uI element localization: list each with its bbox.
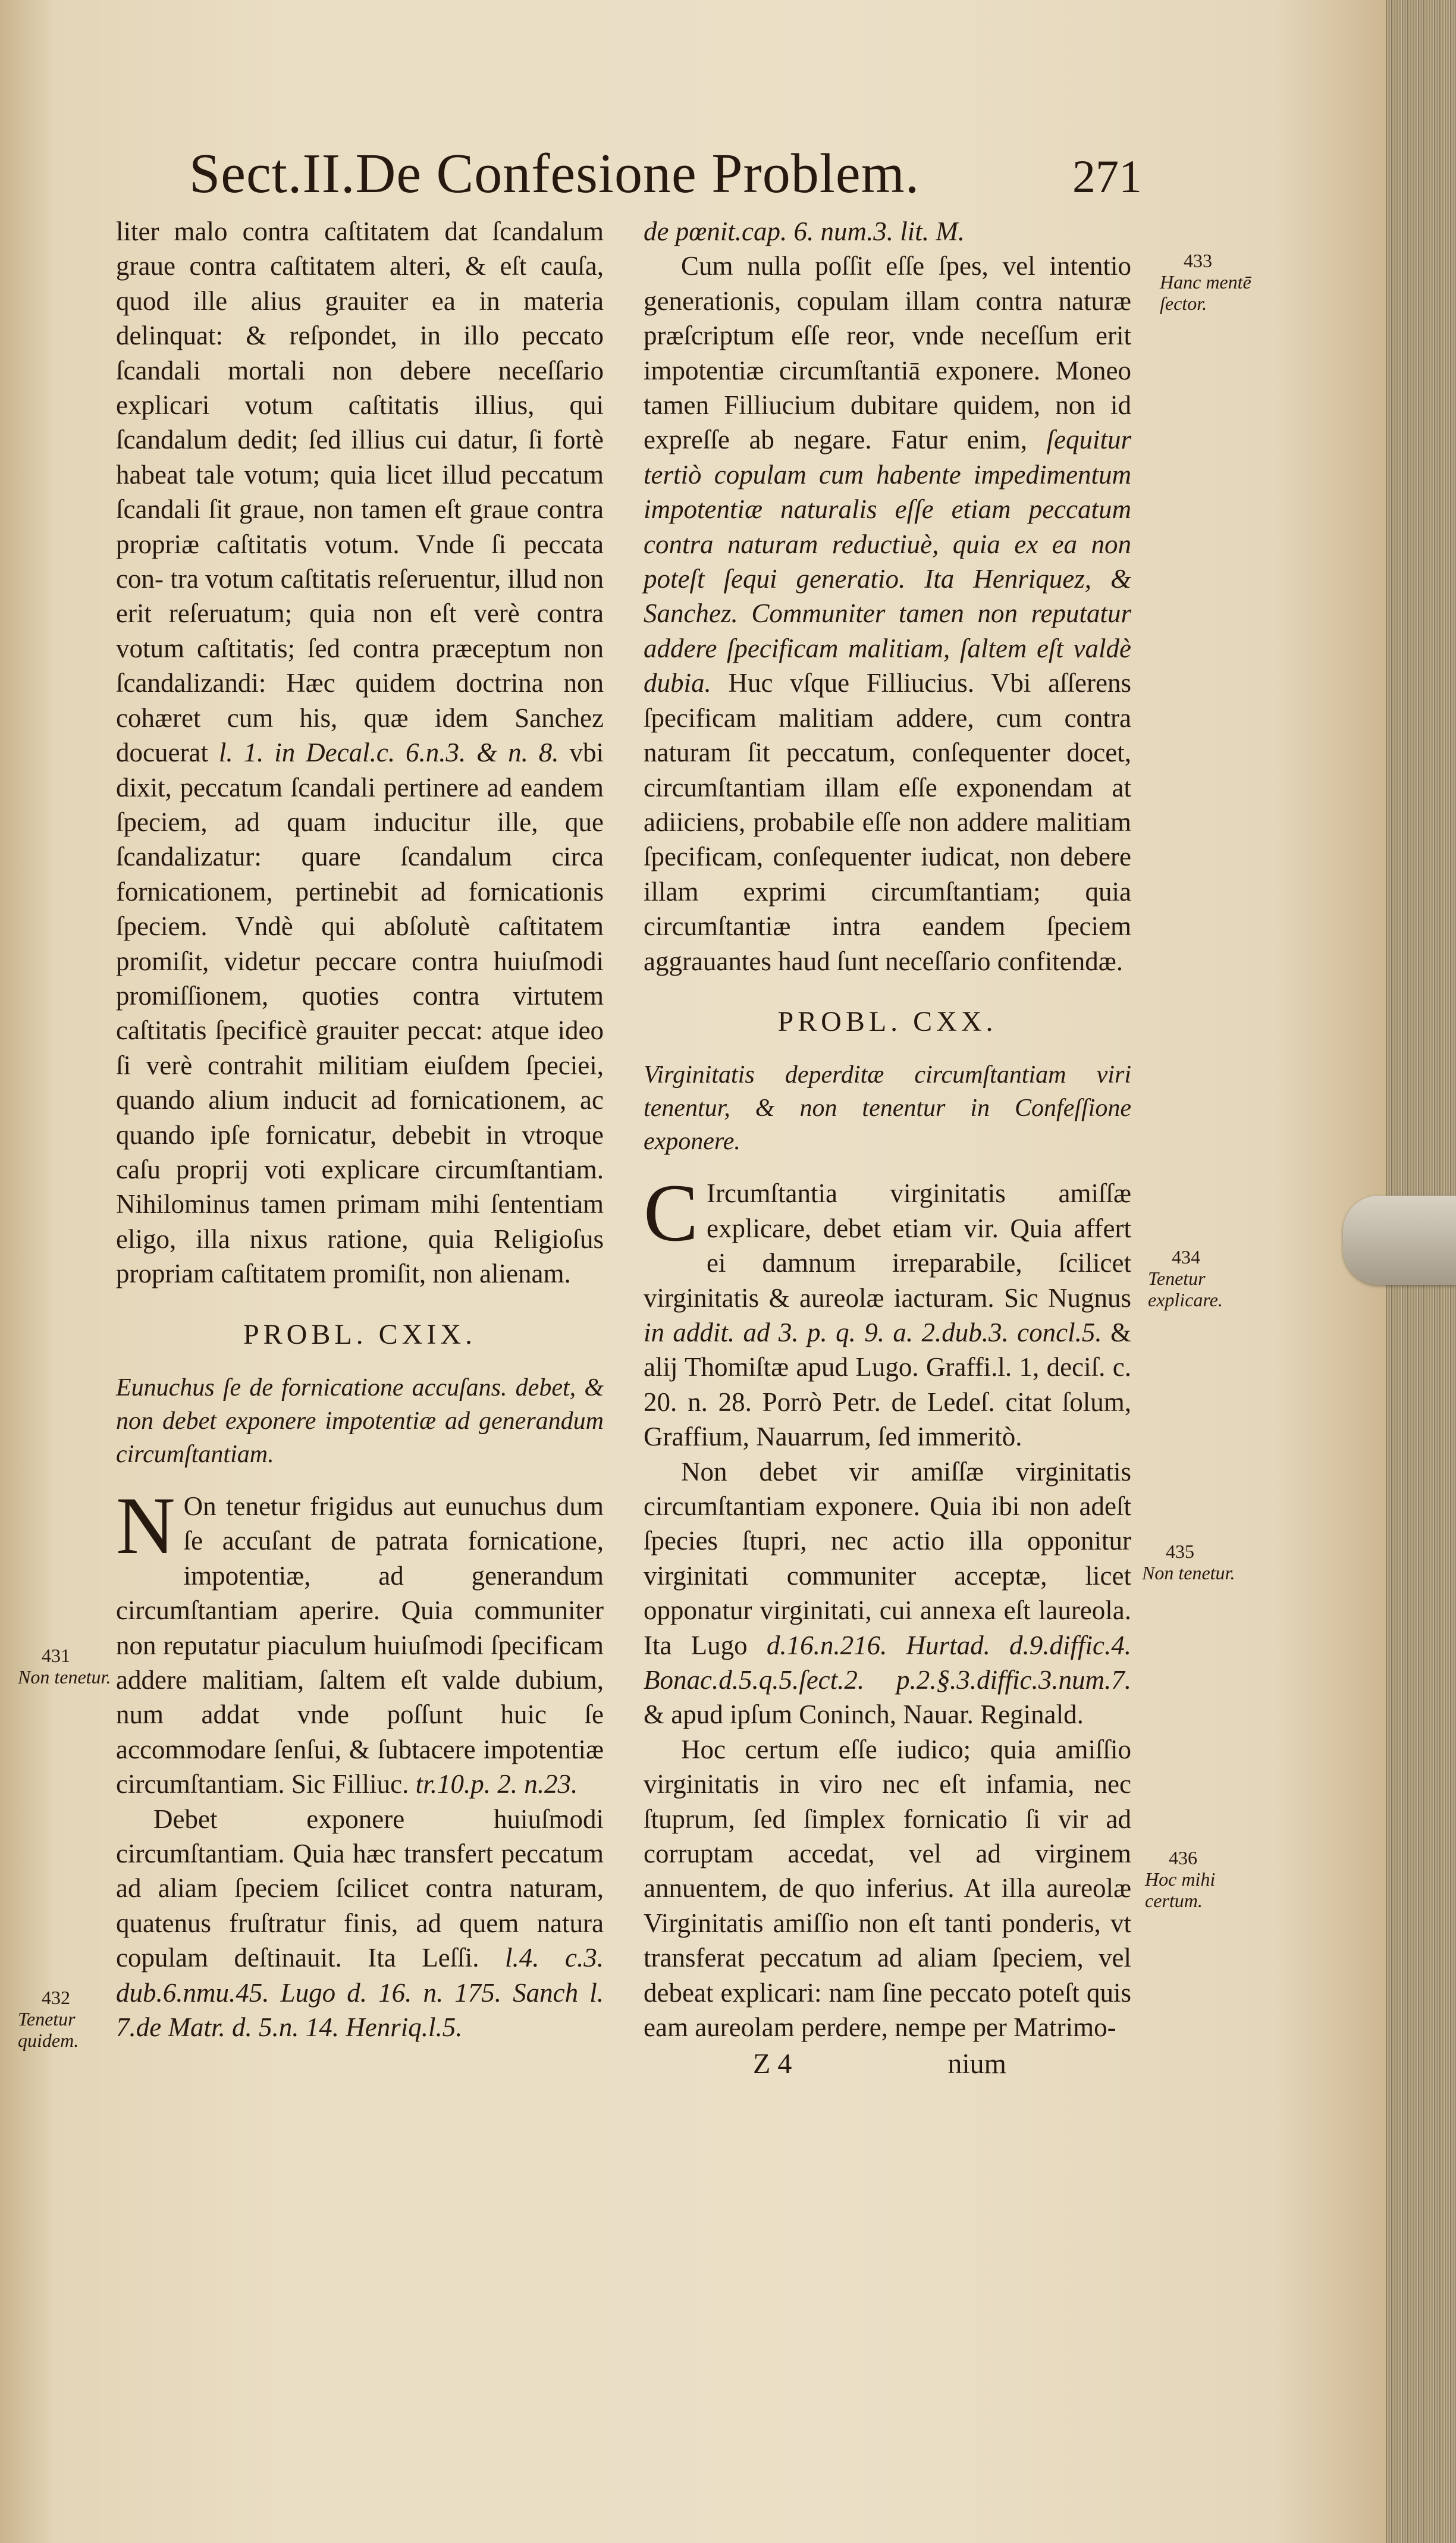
text: Cum nulla poſſit eſſe ſpes, vel intentio generationis, copulam illam contra naturæ præſcriptum eſſe reor, vnde neceſſum erit impotentiæ circumſtantiā exponere. Moneo tamen Filliucium dubitare quidem, non id expreſſe ab negare. Fatur enim,	[644, 251, 1131, 455]
note-text: Tenetur quidem.	[18, 2008, 79, 2051]
text: & apud ipſum Coninch, Nauar. Reginald.	[644, 1699, 1084, 1730]
margin-note	[18, 1645, 131, 1688]
text: liter malo contra caſtitatem dat ſcandalum graue contra caſtitatem alteri, & eſt cauſa, quod ille alius grauiter ea in materia delinquat: & reſpondet, in illo peccato ſcandali mortali non debere neceſſario explicari votum caſtitatis illius, qui ſcandalum dedit; ſed illius cui datur, ſi fortè habeat tale votum; quia licet illud peccatum ſcandali ſit graue, non tamen eſt graue contra propriæ caſtitatis votum. Vnde ſi peccata con- tra votum caſtitatis reſeruentur, illud non erit reſeruatum; quia non eſt verè contra votum caſtitatis; ſed contra præceptum non ſcandalizandi: Hæc quidem doctrina non cohæret cum his, quæ idem Sanchez docuerat	[116, 217, 604, 768]
signature-line	[644, 2045, 1131, 2083]
paragraph	[644, 1454, 1131, 1732]
text: & alij Thomiſtæ apud Lugo. Graffi.l. 1, deciſ. c. 20. n. 28. Porrò Petr. de Ledeſ. citat ſolum, Graffium, Nauarrum, ſed immeritò.	[644, 1317, 1132, 1452]
text: Non debet vir amiſſæ virginitatis circumſtantiam exponere. Quia ibi non adeſt ſpecies ſtupri, nec actio illa opponitur virginitati communiter acceptæ, licet opponatur virginitati, cui annexa eſt laureola. Ita Lugo	[644, 1456, 1131, 1660]
paragraph	[116, 1480, 604, 1802]
note-number: 435	[1166, 1541, 1194, 1562]
citation: l. 1. in Decal.c. 6.n.3. & n. 8.	[218, 738, 559, 768]
citation: l.4. c.3. dub.6.nmu.45. Lugo d. 16. n. 175. Sanch l. 7.de Matr. d. 5.n. 14. Henriq.l.5.	[116, 1943, 604, 2043]
note-text: Tenetur explicare.	[1148, 1268, 1223, 1310]
text: On tenetur frigidus aut eunuchus dum ſe accuſant de patrata fornicatione, impotentiæ, ad generandum circumſtantiam aperire. Quia communiter non reputatur piaculum huiuſmodi ſpecificam addere malitiam, ſaltem eſt valde dubium, num addat vnde poſſunt huic ſe accommodare ſenſui, & ſubtacere impotentiæ circumſtantiam. Sic Filliuc.	[116, 1491, 604, 1799]
margin-note	[1160, 250, 1273, 314]
drop-cap: N	[116, 1480, 175, 1571]
paragraph	[644, 1732, 1131, 2045]
note-number: 431	[42, 1645, 70, 1666]
problem-summary: Virginitatis deperditæ circumſtantiam viri tenentur, & non tenentur in Confeſſione exponere.	[644, 1061, 1131, 1156]
text: Ircumſtantia virginitatis amiſſæ explicare, debet etiam vir. Quia affert ei damnum irreparabile, ſcilicet virginitatis & aureolæ iacturam. Sic Nugnus	[644, 1178, 1131, 1313]
problem-heading: PROBL. CXIX.	[243, 1318, 477, 1350]
note-number: 432	[42, 1987, 70, 2008]
text: Hoc certum eſſe iudico; quia amiſſio virginitatis in viro nec eſt infamia, nec ſtuprum, ſed ſimplex fornicatio ſi vir ad corruptam accedat, vel ad virginem annuentem, de quo inferius. At illa aureolæ Virginitatis amiſſio non eſt tanti ponderis, vt transferat peccatum ad aliam ſpeciem, vel debeat explicari: nam ſine peccato poteſt quis eam aureolam perdere, nempe per Matrimo-	[644, 1734, 1131, 2043]
text: Huc vſque Filliucius. Vbi aſſerens ſpecificam malitiam addere, cum contra naturam ſit peccatum, conſequenter docet, circumſtantiam illam eſſe exponendam at adiiciens, probabile eſſe non addere malitiam ſpecificam, conſequenter iudicat, non debere illam exprimi circumſtantiam; quia circumſtantiæ intra eandem ſpeciem aggrauantes haud ſunt neceſſario confitendæ.	[644, 668, 1131, 976]
drop-cap: C	[644, 1167, 699, 1259]
text: vbi dixit, peccatum ſcandali pertinere ad eandem ſpeciem, ad quam inducitur ille, que ſcandalizatur: quare ſcandalum circa fornicationem, pertinebit ad fornicationis ſpeciem. Vndè qui abſolutè caſtitatem promiſit, videtur peccare contra huiuſmodi promiſſionem, quoties contra virtutem caſtitatis ſpecificè grauiter peccat: atque ideo ſi verè contrahit militiam eiuſdem ſpeciei, quando alium inducit ad fornicationem, ac quando ipſe fornicatur, debebit in vtroque caſu proprij voti explicare circumſtantiam. Nihilominus tamen primam mihi ſententiam eligo, illa nixus ratione, quia Religioſus propriam caſtitatem promiſit, non alienam.	[116, 738, 604, 1289]
catchword: nium	[947, 2047, 1006, 2080]
running-title: Sect.II.De Confesione Problem.	[189, 143, 920, 205]
citation: d.16.n.216. Hurtad. d.9.diffic.4. Bonac.d.5.q.5.ſect.2. p.2.§.3.diffic.3.num.7.	[644, 1630, 1132, 1695]
text: Debet exponere huiuſmodi circumſtantiam. Quia hæc transfert peccatum ad aliam ſpeciem ſcilicet contra naturam, quatenus fruſtratur finis, ad quem natura copulam deſtinauit. Ita Leſſi.	[116, 1804, 604, 1973]
quotation: ſequitur tertiò copulam cum habente impedimentum impotentiæ naturalis eſſe etiam peccatum contra naturam reductiuè, quia ex ea non poteſt ſequi generatio. Ita Henriquez, & Sanchez. Communiter tamen non reputatur addere ſpecificam malitiam, ſaltem eſt valdè dubia.	[644, 425, 1131, 698]
citation: de pœnit.cap. 6. num.3. lit. M.	[644, 217, 965, 246]
left-column	[116, 214, 604, 2045]
page-number: 271	[1072, 150, 1142, 202]
paragraph	[116, 1802, 604, 2045]
paragraph	[644, 1167, 1132, 1454]
margin-note	[1145, 1847, 1258, 1911]
paragraph	[644, 249, 1131, 979]
margin-note	[1142, 1541, 1255, 1584]
margin-note	[18, 1987, 131, 2051]
paragraph	[116, 214, 604, 1291]
page-header	[189, 142, 1141, 207]
note-number: 433	[1184, 250, 1212, 271]
problem-summary: Eunuchus ſe de fornicatione accuſans. debet, & non debet exponere impotentiæ ad generandum circumſtantiam.	[116, 1374, 604, 1468]
note-number: 434	[1172, 1246, 1200, 1268]
citation: tr.10.p. 2. n.23.	[415, 1769, 578, 1799]
right-column	[644, 214, 1131, 2083]
note-text: Hanc mentē ſector.	[1160, 271, 1251, 314]
signature-mark: Z 4	[753, 2047, 792, 2080]
note-text: Hoc mihi certum.	[1145, 1868, 1216, 1911]
citation: in addit. ad 3. p. q. 9. a. 2.dub.3. concl.5.	[644, 1317, 1102, 1347]
bookmark-tab	[1343, 1196, 1456, 1285]
margin-note	[1148, 1246, 1261, 1310]
note-number: 436	[1169, 1847, 1197, 1868]
note-text: Non tenetur.	[18, 1666, 111, 1688]
problem-heading: PROBL. CXX.	[777, 1005, 997, 1037]
note-text: Non tenetur.	[1142, 1562, 1235, 1584]
